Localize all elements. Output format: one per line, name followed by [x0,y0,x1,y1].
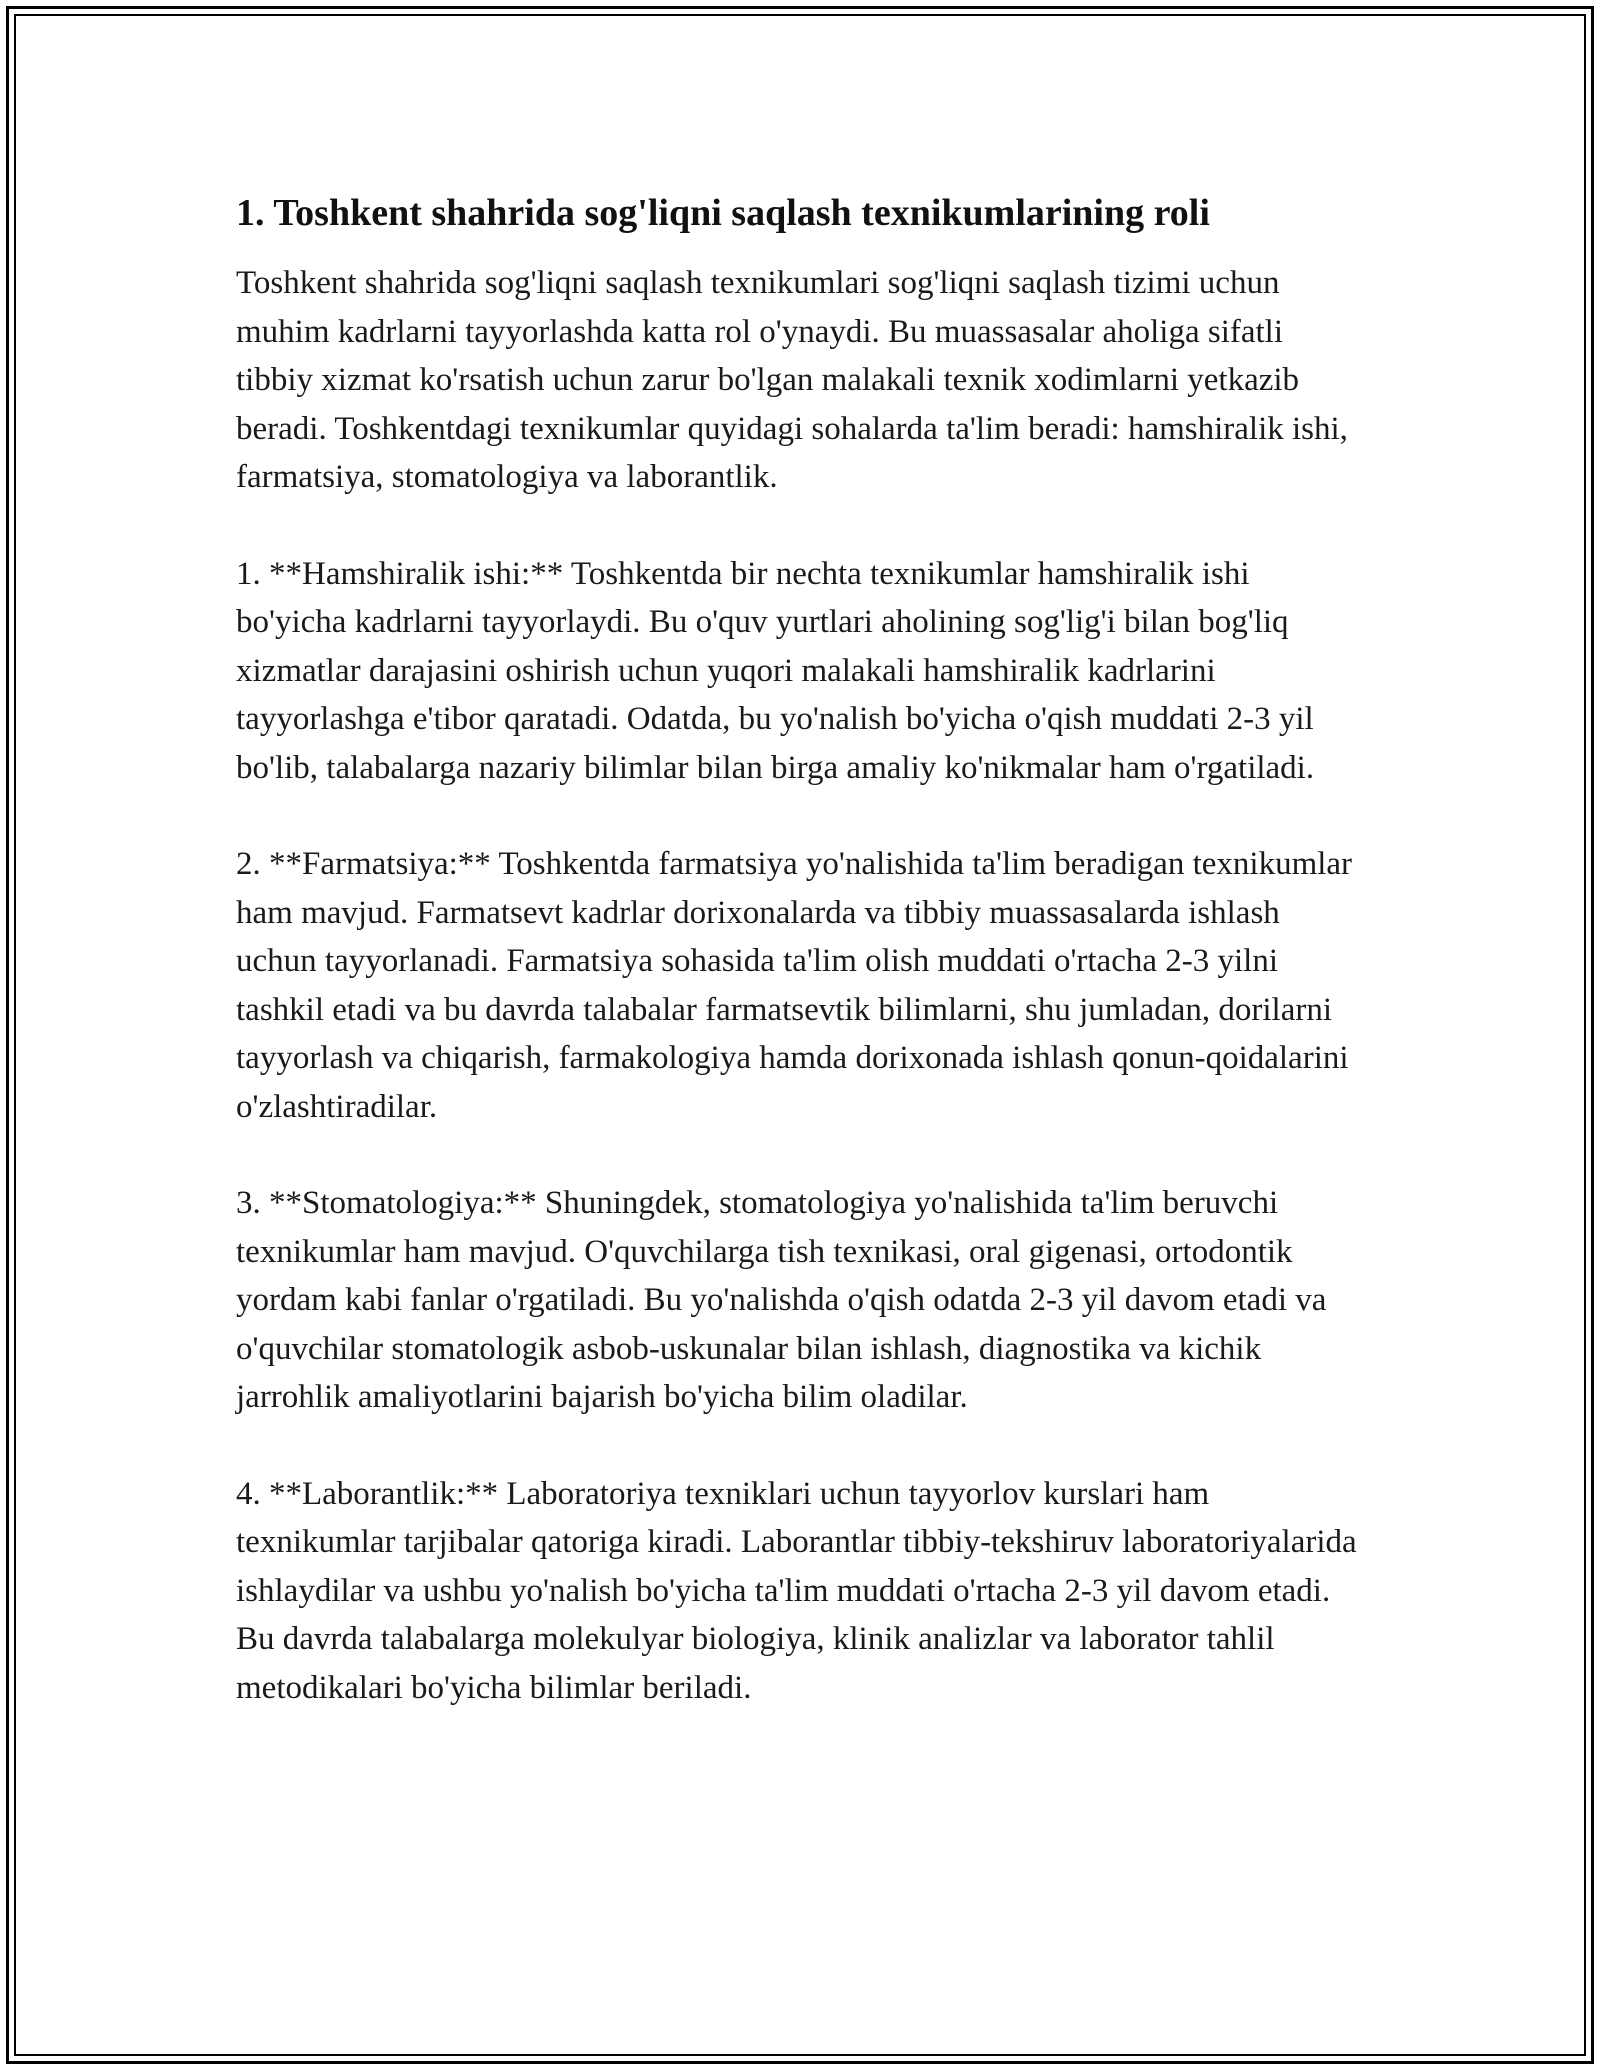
list-item-farmatsiya: 2. **Farmatsiya:** Toshkentda farmatsiya yo'nalishida ta'lim beradigan texnikumlar ham mavjud. Farmatsevt kadrlar dorixonalarda va tibbiy muassasalarda ishlash uchun tayyorlanadi. Farmatsiya sohasida ta'lim olish muddati o'rtacha 2-3 yilni tashkil etadi va bu davrda talabalar farmatsevtik bilimlarni, shu jumladan, dorilarni tayyorlash va chiqarish, farmakologiya hamda dorixonada ishlash qonun-qoidalarini o'zlashtiradilar. [236,846,1353,1125]
section-heading: 1. Toshkent shahrida sog'liqni saqlash texnikumlarining roli [236,192,1210,234]
list-item-hamshiralik: 1. **Hamshiralik ishi:** Toshkentda bir nechta texnikumlar hamshiralik ishi bo'yicha kadrlarni tayyorlaydi. Bu o'quv yurtlari aholining sog'lig'i bilan bog'liq xizmatlar darajasini oshirish uchun yuqori malakali hamshiralik kadrlarini tayyorlashga e'tibor qaratadi. Odatda, bu yo'nalish bo'yicha o'qish muddati 2-3 yil bo'lib, talabalarga nazariy bilimlar bilan birga amaliy ko'nikmalar ham o'rgatiladi. [236,555,1315,786]
list-item-laborantlik: 4. **Laborantlik:** Laboratoriya texniklari uchun tayyorlov kurslari ham texnikumlar tarjibalar qatoriga kiradi. Laborantlar tibbiy-tekshiruv laboratoriyalarida ishlaydilar va ushbu yo'nalish bo'yicha ta'lim muddati o'rtacha 2-3 yil davom etadi. Bu davrda talabalarga molekulyar biologiya, klinik analizlar va laborator tahlil metodikalari bo'yicha bilimlar beriladi. [236,1475,1357,1706]
list-item-stomatologiya: 3. **Stomatologiya:** Shuningdek, stomatologiya yo'nalishida ta'lim beruvchi texnikumlar ham mavjud. O'quvchilarga tish texnikasi, oral gigenasi, ortodontik yordam kabi fanlar o'rgatiladi. Bu yo'nalishda o'qish odatda 2-3 yil davom etadi va o'quvchilar stomatologik asbob-uskunalar bilan ishlash, diagnostika va kichik jarrohlik amaliyotlarini bajarish bo'yicha bilim oladilar. [236,1185,1327,1415]
document-body [236,185,1366,1760]
intro-paragraph: Toshkent shahrida sog'liqni saqlash texnikumlari sog'liqni saqlash tizimi uchun muhim kadrlarni tayyorlashda katta rol o'ynaydi. Bu muassasalar aholiga sifatli tibbiy xizmat ko'rsatish uchun zarur bo'lgan malakali texnik xodimlarni yetkazib beradi. Toshkentdagi texnikumlar quyidagi sohalarda ta'lim beradi: hamshiralik ishi, farmatsiya, stomatologiya va laborantlik. [236,265,1348,495]
